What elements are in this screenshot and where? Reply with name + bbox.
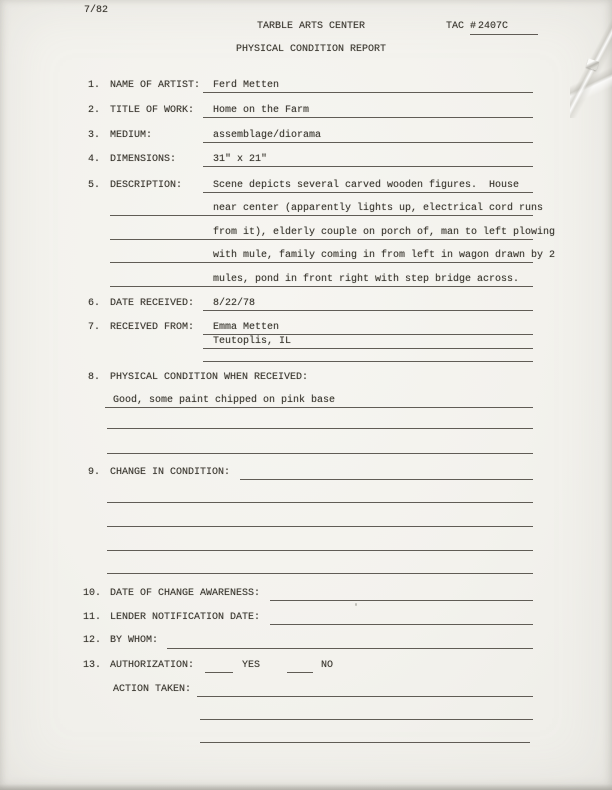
ink-speck <box>355 603 357 606</box>
field-change-awareness-label: DATE OF CHANGE AWARENESS: <box>110 588 261 599</box>
field-authorization-yes-line <box>205 672 233 673</box>
org-name: TARBLE ARTS CENTER <box>256 21 366 32</box>
field-by-whom-number: 12. <box>83 635 102 646</box>
field-dimensions-label: DIMENSIONS: <box>110 154 177 165</box>
field-work-title-line <box>203 117 533 118</box>
field-authorization-yes-label: YES <box>242 660 261 671</box>
field-medium-line <box>203 142 533 143</box>
field-received-from-rule3 <box>203 361 533 362</box>
field-artist-line <box>203 92 533 93</box>
field-action-taken-rule3 <box>200 742 530 743</box>
field-change-awareness-line <box>270 600 533 601</box>
field-change-condition-rule3 <box>107 526 533 527</box>
field-description-rule5 <box>110 286 533 287</box>
field-work-title-number: 2. <box>88 105 101 116</box>
field-description-number: 5. <box>88 180 101 191</box>
field-condition-rule1 <box>105 407 533 408</box>
field-description-line4: with mule, family coming in from left in wagon drawn by 2 <box>213 250 556 261</box>
field-change-condition-rule2 <box>107 502 533 503</box>
field-change-condition-rule5 <box>107 573 533 574</box>
field-artist-value: Ferd Metten <box>213 80 280 91</box>
field-condition-rule3 <box>107 453 533 454</box>
field-received-from-rule1 <box>203 334 533 335</box>
field-change-condition-label: CHANGE IN CONDITION: <box>110 467 231 478</box>
field-condition-value: Good, some paint chipped on pink base <box>113 395 336 406</box>
field-description-rule2 <box>110 215 533 216</box>
form-revision-date: 7/82 <box>84 5 109 16</box>
field-change-condition-rule1 <box>240 479 533 480</box>
tac-number-label: TAC # <box>446 21 477 32</box>
field-dimensions-number: 4. <box>88 154 101 165</box>
field-received-from-label: RECEIVED FROM: <box>110 322 195 333</box>
field-lender-notification-line <box>270 624 533 625</box>
tac-number-value: 2407C <box>478 21 509 32</box>
field-by-whom-label: BY WHOM: <box>110 635 159 646</box>
field-description-rule4 <box>110 262 533 263</box>
field-date-received-line <box>203 310 533 311</box>
scan-bottom-edge <box>0 784 612 790</box>
field-authorization-number: 13. <box>83 660 102 671</box>
field-lender-notification-number: 11. <box>83 612 102 623</box>
field-work-title-label: TITLE OF WORK: <box>110 105 195 116</box>
field-description-rule3 <box>110 239 533 240</box>
field-description-line5: mules, pond in front right with step bridge across. <box>213 274 520 285</box>
field-description-line1: Scene depicts several carved wooden figures. House <box>213 180 520 191</box>
field-received-from-number: 7. <box>88 322 101 333</box>
field-action-taken-rule1 <box>197 696 533 697</box>
field-lender-notification-label: LENDER NOTIFICATION DATE: <box>110 612 261 623</box>
field-artist-label: NAME OF ARTIST: <box>110 80 201 91</box>
field-condition-label: PHYSICAL CONDITION WHEN RECEIVED: <box>110 372 309 383</box>
field-medium-number: 3. <box>88 130 101 141</box>
field-dimensions-line <box>203 166 533 167</box>
field-action-taken-label: ACTION TAKEN: <box>113 684 192 695</box>
field-received-from-name: Emma Metten <box>213 322 280 333</box>
field-artist-number: 1. <box>88 80 101 91</box>
field-change-awareness-number: 10. <box>83 588 102 599</box>
field-condition-rule2 <box>107 428 533 429</box>
field-description-line3: from it), elderly couple on porch of, man to left plowing <box>213 227 556 238</box>
field-description-rule1 <box>203 192 533 193</box>
field-medium-label: MEDIUM: <box>110 130 153 141</box>
field-dimensions-value: 31" x 21" <box>213 154 268 165</box>
field-authorization-label: AUTHORIZATION: <box>110 660 195 671</box>
field-condition-number: 8. <box>88 372 101 383</box>
field-work-title-value: Home on the Farm <box>213 105 310 116</box>
field-date-received-label: DATE RECEIVED: <box>110 298 195 309</box>
field-change-condition-rule4 <box>107 550 533 551</box>
field-date-received-number: 6. <box>88 298 101 309</box>
field-medium-value: assemblage/diorama <box>213 130 322 141</box>
field-by-whom-line <box>167 648 533 649</box>
field-action-taken-rule2 <box>200 719 533 720</box>
field-received-from-city: Teutoplis, IL <box>213 336 292 347</box>
field-description-label: DESCRIPTION: <box>110 180 183 191</box>
field-description-line2: near center (apparently lights up, electrical cord runs <box>213 203 544 214</box>
report-title: PHYSICAL CONDITION REPORT <box>235 44 387 55</box>
field-authorization-no-label: NO <box>321 660 334 671</box>
field-date-received-value: 8/22/78 <box>213 298 256 309</box>
paper-fold-notch <box>586 59 599 71</box>
field-received-from-rule2 <box>203 348 533 349</box>
tac-number-line <box>470 34 538 35</box>
field-change-condition-number: 9. <box>88 467 101 478</box>
field-authorization-no-line <box>287 672 313 673</box>
